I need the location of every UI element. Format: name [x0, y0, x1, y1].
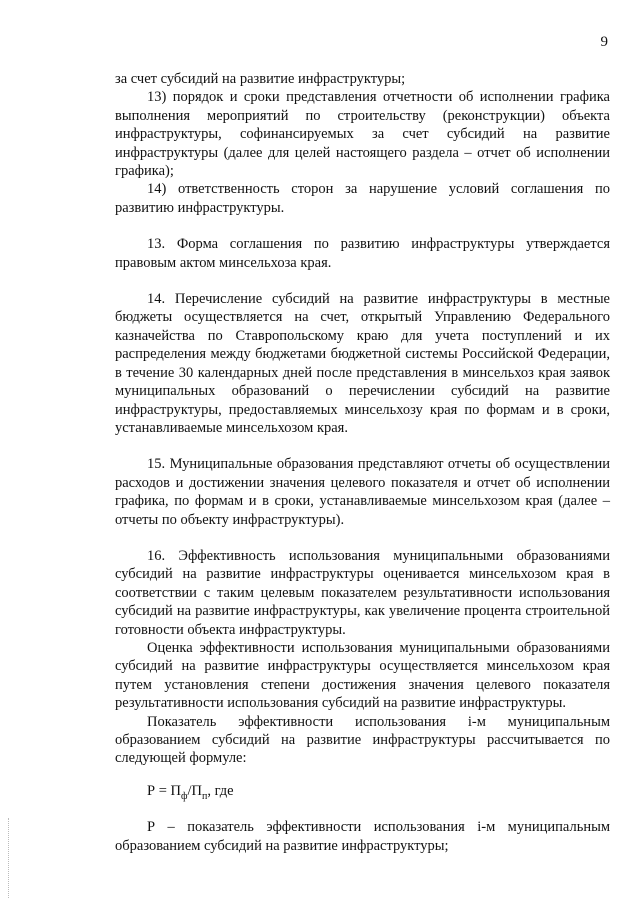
- scan-edge-mark: [8, 818, 10, 898]
- page-number: 9: [600, 34, 608, 50]
- section-15: 15. Муниципальные образования представляют отчеты об осуществлении расходов и достижении значения целевого показателя и отчет об исполнении графика, по формам и в сроки, устанавливаемые минсельхозом края (далее – отчеты по объекту инфраструктуры).: [115, 456, 610, 528]
- section-14: 14. Перечисление субсидий на развитие инфраструктуры в местные бюджеты осуществляется на счет, открытый Управлению Федерального казначейства по Ставропольскому краю для учета поступлений и их распределения между бюджетами бюджетной системы Российской Федерации, в течение 30 календарных дней после представления в минсельхоз края заявок муниципальных образований о перечислении субсидий на развитие инфраструктуры, предоставляемых минсельхозу края по формам и в сроки, устанавливаемые минсельхозом края.: [115, 291, 610, 436]
- section-13: 13. Форма соглашения по развитию инфраструктуры утверждается правовым актом минсельхоза края.: [115, 236, 610, 271]
- evaluation-paragraph: Оценка эффективности использования муниципальными образованиями субсидий на развитие инфраструктуры осуществляется минсельхозом края путем установления степени достижения значения целевого показателя результативности использования субсидий на развитие инфраструктуры.: [115, 639, 610, 712]
- section-16: 16. Эффективность использования муниципальными образованиями субсидий на развитие инфраструктуры оценивается минсельхозом края в соответствии с таким целевым показателем результативности использования субсидий на развитие инфраструктуры, как увеличение процента строительной готовности объекта инфраструктуры.: [115, 547, 610, 638]
- paragraph-continuation: за счет субсидий на развитие инфраструктуры;: [115, 71, 406, 87]
- list-item-14: 14) ответственность сторон за нарушение условий соглашения по развитию инфраструктуры.: [115, 181, 610, 216]
- formula-definition: Р – показатель эффективности использования i-м муниципальным образованием субсидий на развитие инфраструктуры;: [115, 819, 610, 854]
- formula: $Р = П_ф/П_п$, где: [147, 782, 234, 802]
- list-item-13: 13) порядок и сроки представления отчетности об исполнении графика выполнения мероприятий по строительству (реконструкции) объекта инфраструктуры, софинансируемых за счет субсидий на развитие инфраструктуры (далее для целей настоящего раздела – отчет об исполнении графика);: [115, 89, 610, 180]
- document-body: [115, 70, 610, 855]
- indicator-paragraph: Показатель эффективности использования i-м муниципальным образованием субсидий на развитие инфраструктуры рассчитывается по следующей формуле:: [115, 713, 610, 767]
